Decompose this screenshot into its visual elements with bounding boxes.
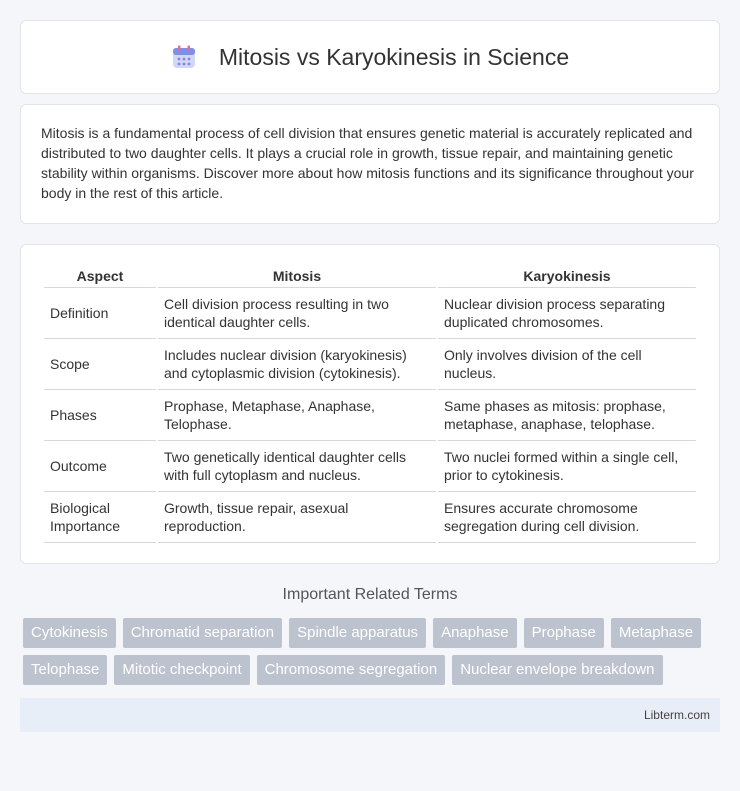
comparison-table (42, 265, 698, 543)
tag-cytokinesis[interactable]: Cytokinesis (23, 618, 116, 648)
comparison-card (20, 244, 720, 564)
cell-aspect: Outcome (44, 441, 156, 492)
cell-aspect: Biological Importance (44, 492, 156, 543)
cell-aspect: Phases (44, 390, 156, 441)
table-row (44, 339, 696, 390)
cell-mitosis: Prophase, Metaphase, Anaphase, Telophase. (158, 390, 436, 441)
title-card (20, 20, 720, 94)
cell-mitosis: Includes nuclear division (karyokinesis) and cytoplasmic division (cytokinesis). (158, 339, 436, 390)
tag-chromosome-segregation[interactable]: Chromosome segregation (257, 655, 446, 685)
tag-mitotic-checkpoint[interactable]: Mitotic checkpoint (114, 655, 249, 685)
tag-anaphase[interactable]: Anaphase (433, 618, 517, 648)
tag-telophase[interactable]: Telophase (23, 655, 107, 685)
header-mitosis: Mitosis (158, 265, 436, 288)
cell-aspect: Definition (44, 288, 156, 339)
calendar-icon (171, 44, 197, 70)
page-title: Mitosis vs Karyokinesis in Science (218, 43, 570, 70)
table-row (44, 492, 696, 543)
cell-mitosis: Cell division process resulting in two identical daughter cells. (158, 288, 436, 339)
table-header-row (44, 265, 696, 288)
tag-nuclear-envelope-breakdown[interactable]: Nuclear envelope breakdown (452, 655, 662, 685)
cell-mitosis: Growth, tissue repair, asexual reproduction. (158, 492, 436, 543)
tag-chromatid-separation[interactable]: Chromatid separation (123, 618, 282, 648)
cell-karyokinesis: Nuclear division process separating duplicated chromosomes. (438, 288, 696, 339)
footer (20, 698, 720, 732)
table-row (44, 390, 696, 441)
footer-site-link[interactable]: Libterm.com (643, 708, 710, 722)
cell-karyokinesis: Only involves division of the cell nucleus. (438, 339, 696, 390)
cell-karyokinesis: Ensures accurate chromosome segregation during cell division. (438, 492, 696, 543)
intro-text: Mitosis is a fundamental process of cell division that ensures genetic material is accurately replicated and distributed to two daughter cells. It plays a crucial role in growth, tissue repair, and maintaining genetic stability within organisms. Discover more about how mitosis functions and its significance throughout your body in the rest of this article. (41, 125, 694, 201)
table-row (44, 441, 696, 492)
table-row (44, 288, 696, 339)
tag-spindle-apparatus[interactable]: Spindle apparatus (289, 618, 426, 648)
related-terms-list (20, 618, 720, 685)
tag-prophase[interactable]: Prophase (524, 618, 604, 648)
header-aspect: Aspect (44, 265, 156, 288)
intro-card (20, 104, 720, 224)
cell-aspect: Scope (44, 339, 156, 390)
header-karyokinesis: Karyokinesis (438, 265, 696, 288)
cell-mitosis: Two genetically identical daughter cells with full cytoplasm and nucleus. (158, 441, 436, 492)
cell-karyokinesis: Same phases as mitosis: prophase, metaphase, anaphase, telophase. (438, 390, 696, 441)
related-terms-title: Important Related Terms (282, 586, 458, 603)
tag-metaphase[interactable]: Metaphase (611, 618, 701, 648)
cell-karyokinesis: Two nuclei formed within a single cell, prior to cytokinesis. (438, 441, 696, 492)
